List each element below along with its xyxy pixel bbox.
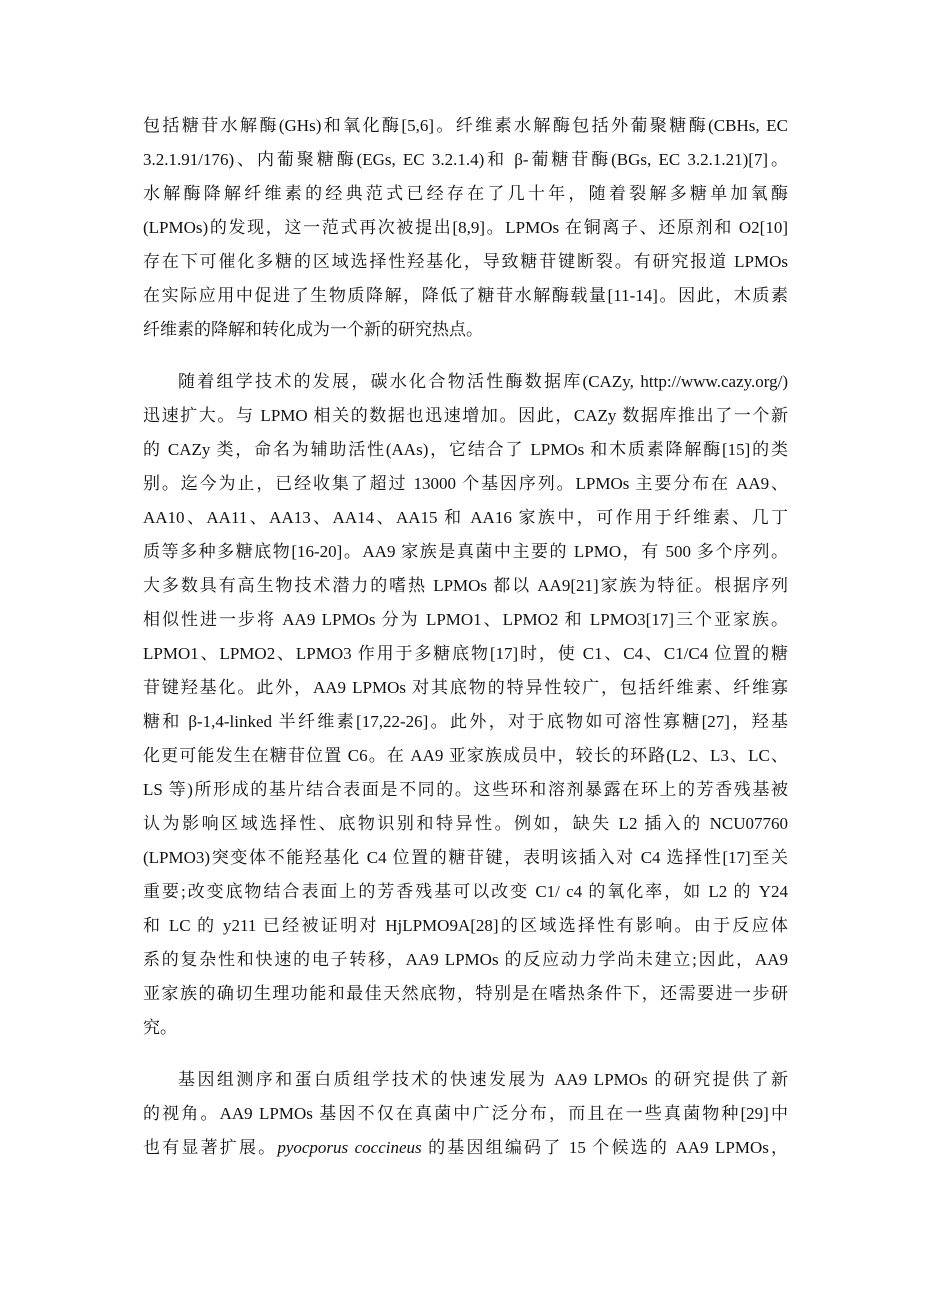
text-line: 化更可能发生在糖苷位置 C6。在 AA9 亚家族成员中，较长的环路(L2、L3、LC、 (143, 746, 788, 765)
species-name: pyocporus coccineus (277, 1138, 422, 1157)
text-line: 水解酶降解纤维素的经典范式已经存在了几十年，随着裂解多糖单加氧酶 (143, 184, 788, 203)
text-line: (LPMOs)的发现，这一范式再次被提出[8,9]。LPMOs 在铜离子、还原剂和 O2[10] (143, 218, 788, 237)
text-line: 大多数具有高生物技术潜力的嗜热 LPMOs 都以 AA9[21]家族为特征。根据序列 (143, 576, 788, 595)
text-line: 迅速扩大。与 LPMO 相关的数据也迅速增加。因此，CAZy 数据库推出了一个新 (143, 406, 788, 425)
text-line: 和 LC 的 y211 已经被证明对 HjLPMO9A[28]的区域选择性有影响。由于反应体 (143, 916, 788, 935)
text-line: 存在下可催化多糖的区域选择性羟基化，导致糖苷键断裂。有研究报道 LPMOs (143, 252, 788, 271)
text-line: 相似性进一步将 AA9 LPMOs 分为 LPMO1、LPMO2 和 LPMO3[17]三个亚家族。 (143, 610, 788, 629)
text-line: 别。迄今为止，已经收集了超过 13000 个基因序列。LPMOs 主要分布在 AA9、 (143, 474, 788, 493)
text-fragment: 也有显著扩展。 (143, 1138, 278, 1157)
text-line (143, 1131, 788, 1165)
text-line: 亚家族的确切生理功能和最佳天然底物，特别是在嗜热条件下，还需要进一步研 (143, 984, 788, 1003)
text-fragment: 的基因组编码了 15 个候选的 AA9 LPMOs， (421, 1138, 789, 1157)
text-line: 随着组学技术的发展，碳水化合物活性酶数据库(CAZy, http://www.cazy.org/) (178, 372, 788, 391)
text-line: 系的复杂性和快速的电子转移，AA9 LPMOs 的反应动力学尚未建立;因此，AA9 (143, 950, 788, 969)
text-line: 在实际应用中促进了生物质降解，降低了糖苷水解酶载量[11-14]。因此，木质素 (143, 286, 788, 305)
text-line: 3.2.1.91/176)、内葡聚糖酶(EGs, EC 3.2.1.4)和 β-葡糖苷酶(BGs, EC 3.2.1.21)[7]。 (143, 150, 788, 169)
text-line: LS 等)所形成的基片结合表面是不同的。这些环和溶剂暴露在环上的芳香残基被 (143, 780, 788, 799)
text-line: AA10、AA11、AA13、AA14、AA15 和 AA16 家族中，可作用于纤维素、几丁 (143, 508, 788, 527)
text-line: 的视角。AA9 LPMOs 基因不仅在真菌中广泛分布，而且在一些真菌物种[29]中 (143, 1104, 788, 1123)
text-line: 认为影响区域选择性、底物识别和特异性。例如，缺失 L2 插入的 NCU07760 (143, 814, 788, 833)
text-line: 究。 (143, 1018, 177, 1037)
text-line: 质等多种多糖底物[16-20]。AA9 家族是真菌中主要的 LPMO，有 500 多个序列。 (143, 542, 788, 561)
text-line: 的 CAZy 类，命名为辅助活性(AAs)，它结合了 LPMOs 和木质素降解酶[15]的类 (143, 440, 788, 459)
text-line: (LPMO3)突变体不能羟基化 C4 位置的糖苷键，表明该插入对 C4 选择性[17]至关 (143, 848, 788, 867)
text-line: 纤维素的降解和转化成为一个新的研究热点。 (143, 320, 483, 339)
text-line: 重要;改变底物结合表面上的芳香残基可以改变 C1/ c4 的氧化率，如 L2 的 Y24 (143, 882, 788, 901)
text-line: 糖和 β-1,4-linked 半纤维素[17,22-26]。此外，对于底物如可溶性寡糖[27]，羟基 (143, 712, 788, 731)
text-line: 苷键羟基化。此外，AA9 LPMOs 对其底物的特异性较广，包括纤维素、纤维寡 (143, 678, 788, 697)
text-line: 包括糖苷水解酶(GHs)和氧化酶[5,6]。纤维素水解酶包括外葡聚糖酶(CBHs, EC (143, 116, 788, 135)
text-line: LPMO1、LPMO2、LPMO3 作用于多糖底物[17]时，使 C1、C4、C1/C4 位置的糖 (143, 644, 788, 663)
text-line: 基因组测序和蛋白质组学技术的快速发展为 AA9 LPMOs 的研究提供了新 (178, 1070, 788, 1089)
